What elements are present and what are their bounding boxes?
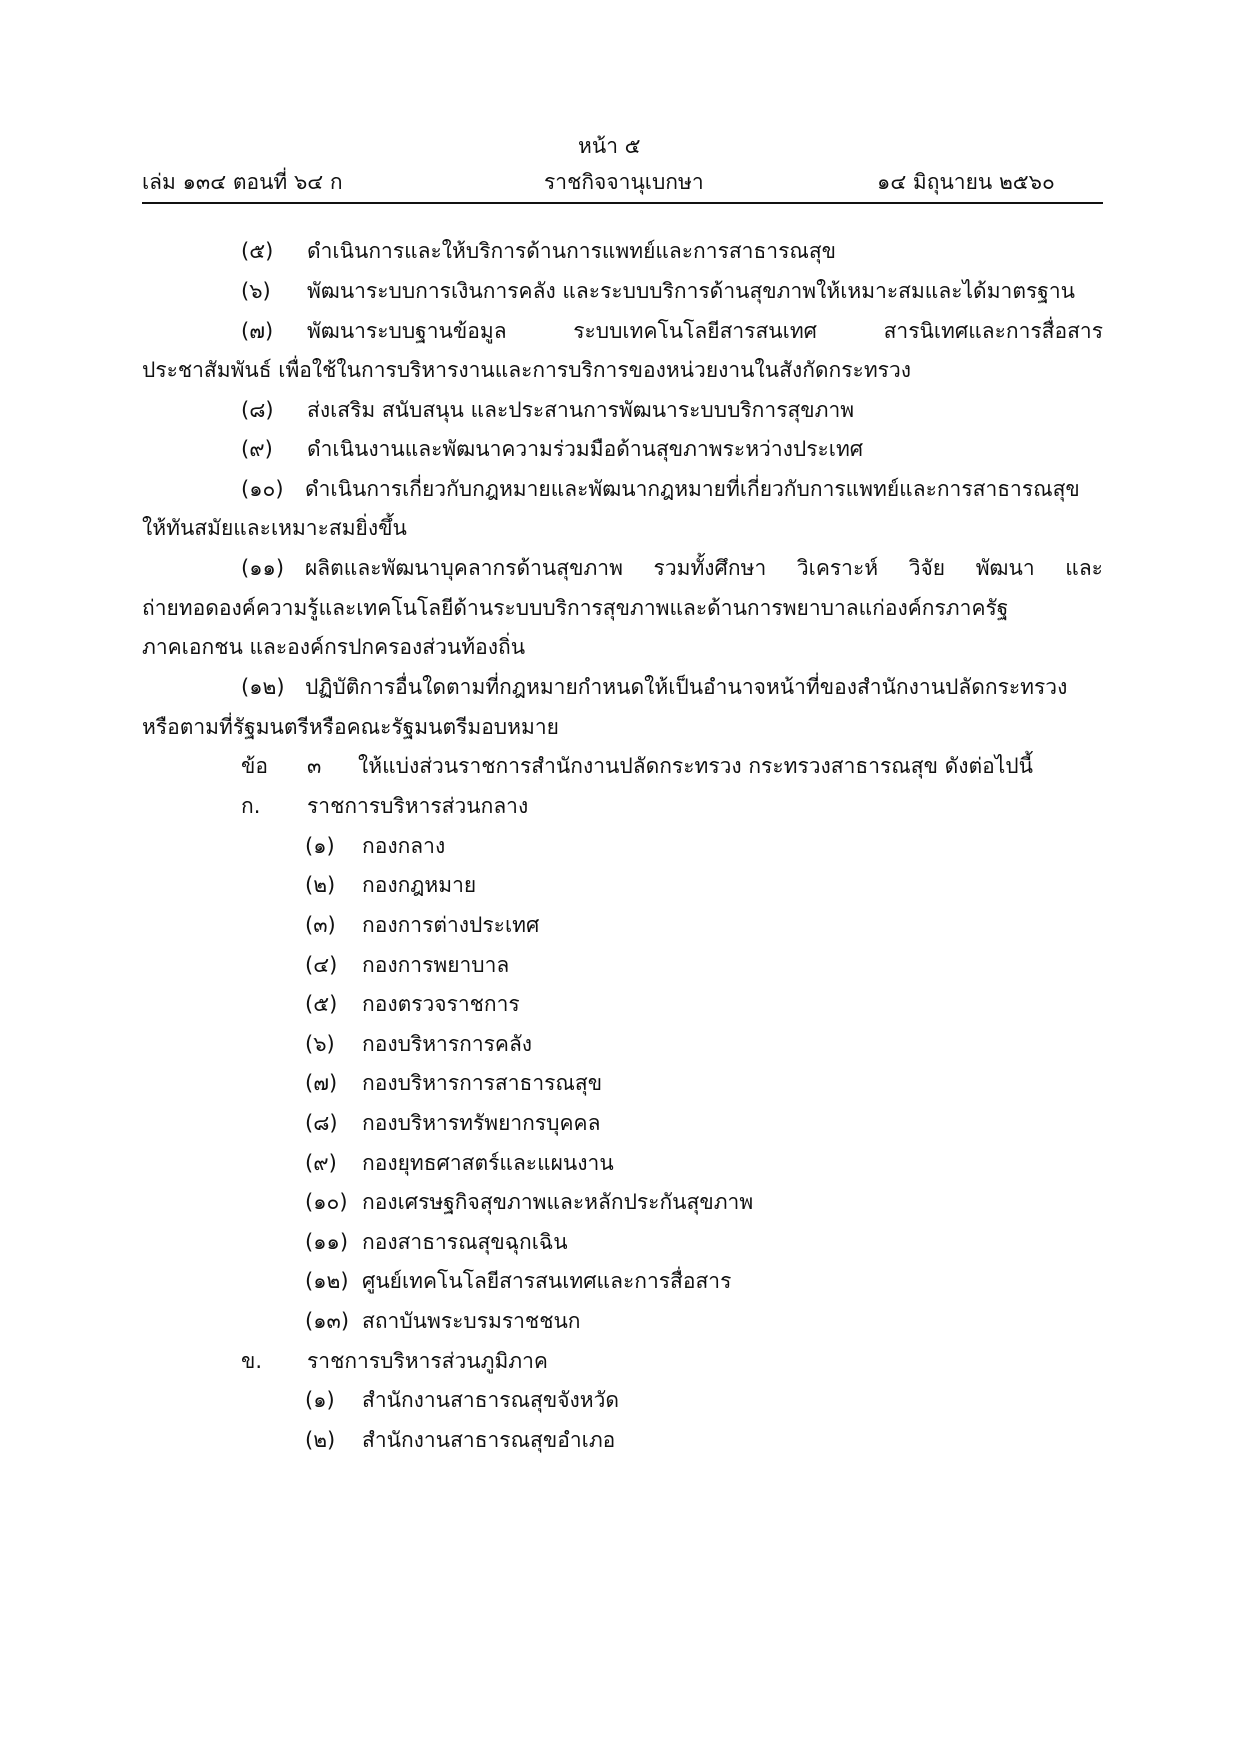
division-name: กองบริหารทรัพยากรบุคคล (362, 1111, 601, 1135)
duty-word: พัฒนาระบบฐานข้อมูล (307, 319, 507, 343)
division-number: (๗) (305, 1071, 338, 1095)
duty-text-justified (307, 317, 1103, 345)
division-number: (๘) (305, 1111, 338, 1135)
duty-number: (๙) (241, 437, 273, 461)
duty-word: สารนิเทศและการสื่อสาร (883, 319, 1103, 343)
duty-word: และ (1065, 556, 1103, 580)
duty-word: รวมทั้งศึกษา (653, 556, 767, 580)
division-number: (๒) (305, 873, 336, 897)
duty-text: ส่งเสริม สนับสนุน และประสานการพัฒนาระบบบริการสุขภาพ (307, 398, 855, 422)
division-name: ศูนย์เทคโนโลยีสารสนเทศและการสื่อสาร (362, 1269, 732, 1293)
division-number: (๙) (305, 1151, 337, 1175)
division-number: (๒) (305, 1428, 336, 1452)
page-number: หน้า ๕ (578, 134, 641, 158)
clause-text: ให้แบ่งส่วนราชการสำนักงานปลัดกระทรวง กระทรวงสาธารณสุข ดังต่อไปนี้ (358, 754, 1033, 778)
duty-continuation: หรือตามที่รัฐมนตรีหรือคณะรัฐมนตรีมอบหมาย (142, 715, 559, 739)
duty-number: (๖) (241, 279, 271, 303)
division-name: สำนักงานสาธารณสุขจังหวัด (362, 1388, 620, 1412)
duty-number: (๑๑) (241, 556, 285, 580)
duty-number: (๑๐) (241, 477, 284, 501)
duty-text: ดำเนินการและให้บริการด้านการแพทย์และการสาธารณสุข (307, 239, 836, 263)
division-number: (๓) (305, 913, 336, 937)
division-number: (๕) (305, 992, 338, 1016)
duty-text: ดำเนินการเกี่ยวกับกฎหมายและพัฒนากฎหมายที่เกี่ยวกับการแพทย์และการสาธารณสุข (305, 477, 1080, 501)
publication-title: ราชกิจจานุเบกษา (544, 170, 704, 194)
header-divider (142, 202, 1103, 204)
volume-issue: เล่ม ๑๓๔ ตอนที่ ๖๔ ก (142, 170, 343, 194)
duty-number: (๘) (241, 398, 274, 422)
division-name: สำนักงานสาธารณสุขอำเภอ (362, 1428, 616, 1452)
division-name: กองเศรษฐกิจสุขภาพและหลักประกันสุขภาพ (362, 1190, 754, 1214)
duty-number: (๕) (241, 239, 274, 263)
division-name: กองการพยาบาล (362, 953, 510, 977)
division-number: (๑๓) (305, 1309, 350, 1333)
duty-continuation: ประชาสัมพันธ์ เพื่อใช้ในการบริหารงานและการบริการของหน่วยงานในสังกัดกระทรวง (142, 358, 912, 382)
duty-word: วิจัย (908, 556, 946, 580)
section-title: ราชการบริหารส่วนกลาง (307, 794, 529, 818)
division-name: กองตรวจราชการ (362, 992, 520, 1016)
duty-text-justified (305, 554, 1103, 582)
duty-text: ปฏิบัติการอื่นใดตามที่กฎหมายกำหนดให้เป็นอำนาจหน้าที่ของสำนักงานปลัดกระทรวง (305, 675, 1068, 699)
division-name: สถาบันพระบรมราชชนก (362, 1309, 581, 1333)
division-name: กองกฎหมาย (362, 873, 477, 897)
division-number: (๑) (305, 1388, 335, 1412)
duty-word: วิเคราะห์ (796, 556, 879, 580)
section-letter: ก. (241, 794, 261, 818)
duty-word: พัฒนา (975, 556, 1035, 580)
duty-text: พัฒนาระบบการเงินการคลัง และระบบบริการด้านสุขภาพให้เหมาะสมและได้มาตรฐาน (307, 279, 1075, 303)
section-letter: ข. (241, 1349, 263, 1373)
division-name: กองการต่างประเทศ (362, 913, 540, 937)
division-name: กองสาธารณสุขฉุกเฉิน (362, 1230, 568, 1254)
division-number: (๑๑) (305, 1230, 349, 1254)
division-name: กองบริหารการสาธารณสุข (362, 1071, 603, 1095)
section-title: ราชการบริหารส่วนภูมิภาค (307, 1349, 548, 1373)
duty-word: ผลิตและพัฒนาบุคลากรด้านสุขภาพ (305, 556, 623, 580)
duty-number: (๗) (241, 319, 274, 343)
clause-label: ข้อ (241, 754, 268, 778)
duty-continuation: ถ่ายทอดองค์ความรู้และเทคโนโลยีด้านระบบบริการสุขภาพและด้านการพยาบาลแก่องค์กรภาครัฐ (142, 596, 1009, 620)
duty-number: (๑๒) (241, 675, 285, 699)
division-number: (๑๒) (305, 1269, 349, 1293)
duty-text: ดำเนินงานและพัฒนาความร่วมมือด้านสุขภาพระหว่างประเทศ (307, 437, 864, 461)
duty-continuation: ภาคเอกชน และองค์กรปกครองส่วนท้องถิ่น (142, 635, 526, 659)
division-number: (๔) (305, 953, 338, 977)
clause-number: ๓ (307, 754, 322, 778)
duty-word: ระบบเทคโนโลยีสารสนเทศ (573, 319, 817, 343)
duty-continuation: ให้ทันสมัยและเหมาะสมยิ่งขึ้น (142, 516, 407, 540)
division-number: (๑) (305, 834, 335, 858)
division-name: กองยุทธศาสตร์และแผนงาน (362, 1151, 614, 1175)
publication-date: ๑๔ มิถุนายน ๒๕๖๐ (877, 170, 1055, 194)
division-number: (๖) (305, 1032, 335, 1056)
division-number: (๑๐) (305, 1190, 348, 1214)
division-name: กองบริหารการคลัง (362, 1032, 533, 1056)
division-name: กองกลาง (362, 834, 446, 858)
